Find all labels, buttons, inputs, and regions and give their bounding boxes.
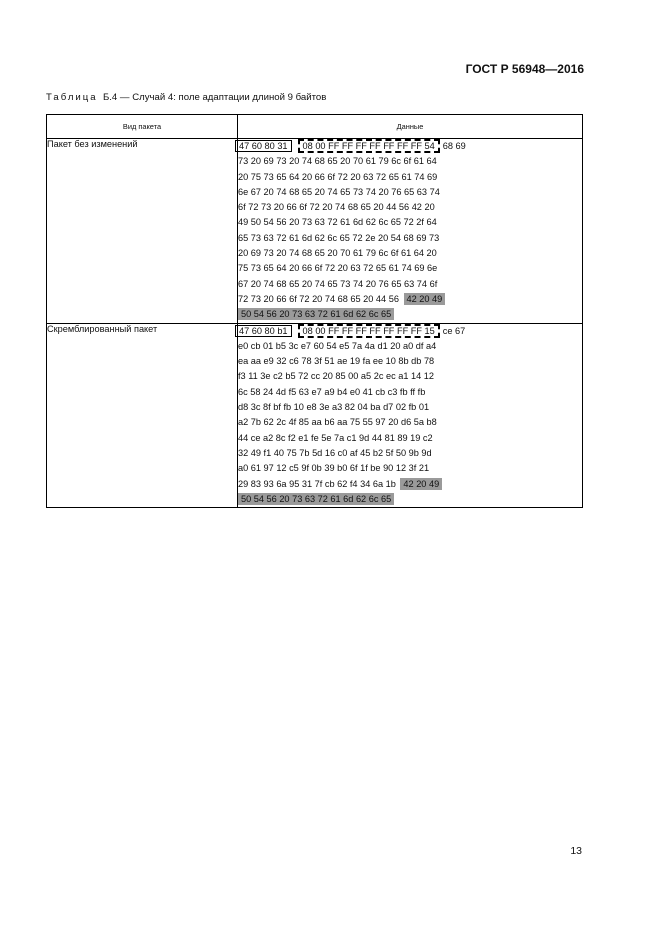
data-line: 6c 58 24 4d f5 63 e7 a9 b4 e0 41 cb c3 fb ff fb [238,386,426,397]
column-header-kind: Вид пакета [47,115,238,139]
data-line-last [238,292,582,307]
data-line-tail: 68 69 [442,141,466,151]
data-line: 20 69 73 20 74 68 65 20 70 61 79 6c 6f 61 64 20 [238,248,437,259]
adaptation-field-box: 08 00 FF FF FF FF FF FF FF 15 [298,324,440,338]
data-line: 73 20 69 73 20 74 68 65 20 70 61 79 6c 6f 61 64 [238,156,437,167]
data-line: 6f 72 73 20 66 6f 72 20 74 68 65 20 44 56 42 20 [238,202,435,213]
data-line-first [238,324,582,339]
table-header-row [47,115,583,139]
packet-data-cell [238,323,583,508]
data-line: d8 3c 8f bf fb 10 e8 3e a3 82 04 ba d7 02 fb 01 [238,402,430,413]
highlighted-bytes: 50 54 56 20 73 63 72 61 6d 62 6c 65 [238,308,394,320]
table-row [47,323,583,508]
table-caption-label: Таблица [46,92,98,103]
page-number: 13 [570,845,582,857]
data-line-final [238,492,582,507]
data-line-plain: 29 83 93 6a 95 31 7f cb 62 f4 34 6a 1b [238,478,396,489]
data-line: 67 20 74 68 65 20 74 65 73 74 20 76 65 63 74 6f [238,278,438,289]
data-line-tail: ce 67 [442,325,466,336]
data-line: 44 ce a2 8c f2 e1 fe 5e 7a c1 9d 44 81 89 19 c2 [238,432,433,443]
header-bytes-box: 47 60 80 b1 [235,325,292,337]
data-line: a2 7b 62 2c 4f 85 aa b6 aa 75 55 97 20 d6 5a b8 [238,417,437,428]
data-line: 6e 67 20 74 68 65 20 74 65 73 74 20 76 65 63 74 [238,186,440,197]
data-line-plain: 72 73 20 66 6f 72 20 74 68 65 20 44 56 [238,293,399,304]
data-line-final [238,307,582,322]
adaptation-field-box: 08 00 FF FF FF FF FF FF FF 54 [298,139,440,153]
data-line: f3 11 3e c2 b5 72 cc 20 85 00 a5 2c ec a1 14 12 [238,371,434,382]
data-line-last [238,477,582,492]
data-line: 20 75 73 65 64 20 66 6f 72 20 63 72 65 61 74 69 [238,171,438,182]
data-line: ea aa e9 32 c6 78 3f 51 ae 19 fa ee 10 8b db 78 [238,356,435,367]
highlighted-bytes: 50 54 56 20 73 63 72 61 6d 62 6c 65 [238,493,394,505]
packet-table [46,114,583,508]
packet-data-cell [238,139,583,324]
data-line-first [238,139,582,154]
packet-kind-cell: Скремблированный пакет [47,323,238,508]
table-caption [46,92,326,103]
data-line: a0 61 97 12 c5 9f 0b 39 b0 6f 1f be 90 12 3f 21 [238,463,430,474]
highlighted-bytes: 42 20 49 [400,478,442,490]
data-line: 32 49 f1 40 75 7b 5d 16 c0 af 45 b2 5f 50 9b 9d [238,447,432,458]
column-header-data: Данные [238,115,583,139]
data-line: 75 73 65 64 20 66 6f 72 20 63 72 65 61 74 69 6e [238,263,438,274]
packet-kind-cell: Пакет без изменений [47,139,238,324]
data-line: 49 50 54 56 20 73 63 72 61 6d 62 6c 65 72 2f 64 [238,217,437,228]
header-bytes-box: 47 60 80 31 [235,140,292,152]
data-line: e0 cb 01 b5 3c e7 60 54 e5 7a 4a d1 20 a0 df a4 [238,340,437,351]
data-line: 65 73 63 72 61 6d 62 6c 65 72 2e 20 54 68 69 73 [238,232,440,243]
table-row [47,139,583,324]
document-standard-number: ГОСТ Р 56948—2016 [465,62,584,76]
highlighted-bytes: 42 20 49 [404,293,446,305]
table-caption-title: Б.4 — Случай 4: поле адаптации длиной 9 байтов [102,92,327,103]
